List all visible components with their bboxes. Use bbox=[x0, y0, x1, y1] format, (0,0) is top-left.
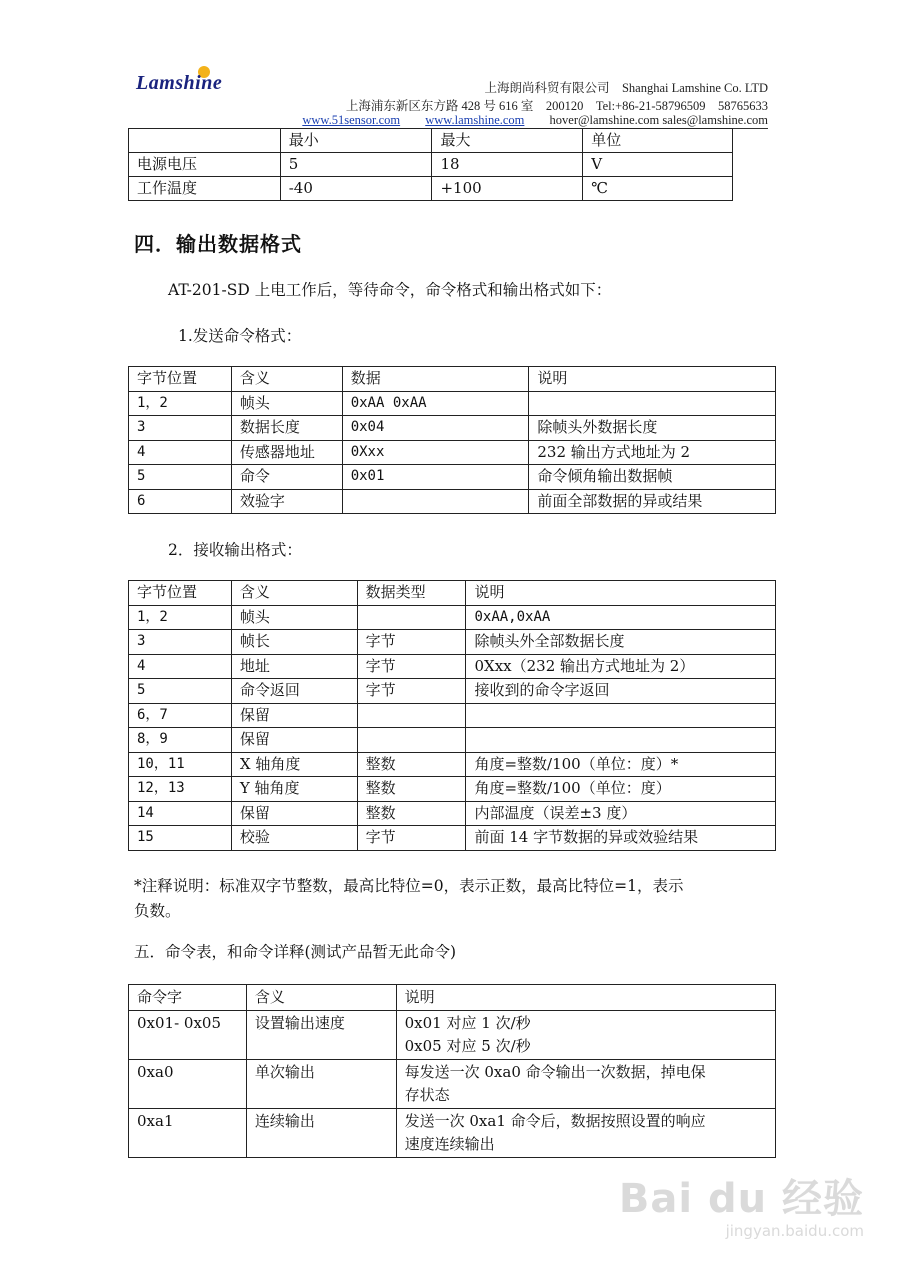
table-row: 5 命令返回 字节 接收到的命令字返回 bbox=[129, 679, 776, 704]
table-row: 12，13 Y 轴角度 整数 角度=整数/100（单位：度） bbox=[129, 777, 776, 802]
send-format-heading: 1.发送命令格式： bbox=[178, 327, 302, 345]
table-row: 6 效验字 前面全部数据的异或结果 bbox=[129, 489, 776, 514]
table-row: 4 地址 字节 0Xxx（232 输出方式地址为 2） bbox=[129, 654, 776, 679]
table-row: 14 保留 整数 内部温度（误差±3 度） bbox=[129, 801, 776, 826]
table-row: 工作温度 -40 +100 ℃ bbox=[129, 177, 733, 201]
command-table bbox=[128, 984, 776, 1158]
spec-table bbox=[128, 128, 733, 201]
header-emails: hover@lamshine.com sales@lamshine.com bbox=[549, 113, 768, 127]
section-5-title: 五．命令表，和命令详释(测试产品暂无此命令) bbox=[134, 943, 457, 961]
link-lamshine[interactable]: www.lamshine.com bbox=[425, 113, 525, 127]
receive-output-table bbox=[128, 580, 776, 851]
table-row: 8，9 保留 bbox=[129, 728, 776, 753]
watermark-brand: Bai du 经验 bbox=[618, 1176, 864, 1222]
link-51sensor[interactable]: www.51sensor.com bbox=[302, 113, 401, 127]
table-row: 6，7 保留 bbox=[129, 703, 776, 728]
section-4-intro: AT-201-SD 上电工作后，等待命令，命令格式和输出格式如下： bbox=[168, 281, 612, 299]
note-line-1: *注释说明：标准双字节整数，最高比特位=0，表示正数，最高比特位=1，表示 bbox=[134, 877, 684, 895]
logo-text: Lamshine bbox=[136, 72, 223, 94]
table-header-row: 字节位置 含义 数据类型 说明 bbox=[129, 581, 776, 606]
receive-format-heading: 2．接收输出格式： bbox=[168, 541, 302, 559]
table-row: 0x01- 0x05 设置输出速度 0x01 对应 1 次/秒 0x05 对应 5 次/秒 bbox=[129, 1011, 776, 1060]
watermark-url: jingyan.baidu.com bbox=[725, 1222, 864, 1240]
baidu-watermark bbox=[619, 1167, 864, 1240]
table-row: 0xa0 单次输出 每发送一次 0xa0 命令输出一次数据，掉电保 存状态 bbox=[129, 1060, 776, 1109]
note-line-2: 负数。 bbox=[134, 902, 181, 920]
table-row: 3 数据长度 0x04 除帧头外数据长度 bbox=[129, 416, 776, 441]
table-row: 3 帧长 字节 除帧头外全部数据长度 bbox=[129, 630, 776, 655]
table-row: 15 校验 字节 前面 14 字节数据的异或效验结果 bbox=[129, 826, 776, 851]
header-address: 上海浦东新区东方路 428 号 616 室 200120 Tel:+86-21-58796509 58765633 bbox=[345, 99, 768, 113]
send-command-table bbox=[128, 366, 776, 514]
table-row: 0xa1 连续输出 发送一次 0xa1 命令后，数据按照设置的响应 速度连续输出 bbox=[129, 1109, 776, 1158]
table-header-row: 最小 最大 单位 bbox=[129, 129, 733, 153]
table-row: 4 传感器地址 0Xxx 232 输出方式地址为 2 bbox=[129, 440, 776, 465]
table-row: 电源电压 5 18 V bbox=[129, 153, 733, 177]
table-header-row: 命令字 含义 说明 bbox=[129, 985, 776, 1011]
section-4-title: 四．输出数据格式 bbox=[134, 232, 302, 256]
header-contacts bbox=[302, 113, 768, 128]
table-row: 10，11 X 轴角度 整数 角度=整数/100（单位：度）* bbox=[129, 752, 776, 777]
company-logo bbox=[136, 66, 246, 100]
table-row: 1，2 帧头 0xAA 0xAA bbox=[129, 391, 776, 416]
table-row: 5 命令 0x01 命令倾角输出数据帧 bbox=[129, 465, 776, 490]
table-row: 1，2 帧头 0xAA,0xAA bbox=[129, 605, 776, 630]
table-header-row: 字节位置 含义 数据 说明 bbox=[129, 367, 776, 392]
header-company-name: 上海朗尚科贸有限公司 Shanghai Lamshine Co. LTD bbox=[484, 81, 768, 95]
